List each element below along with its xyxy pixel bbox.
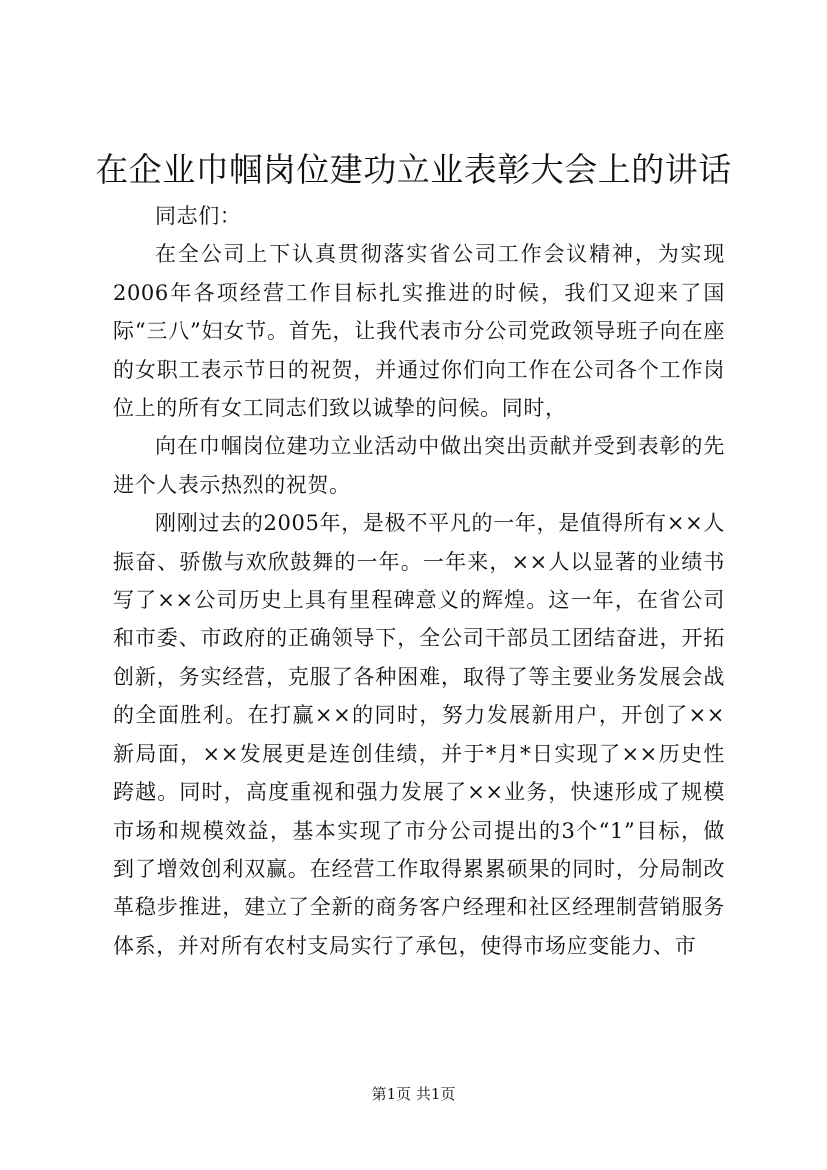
document-title: 在企业巾帼岗位建功立业表彰大会上的讲话 [95,150,732,189]
paragraph-3: 刚刚过去的2005年，是极不平凡的一年，是值得所有××人振奋、骄傲与欢欣鼓舞的一年。一年来，××人以显著的业绩书写了××公司历史上具有里程碑意义的辉煌。这一年，在省公司和市委、市政府的正确领导下，全公司干部员工团结奋进，开拓创新，务实经营，克服了各种困难，取得了等主要业务发展会战的全面胜利。在打赢××的同时，努力发展新用户，开创了××新局面，××发展更是连创佳绩，并于*月*日实现了××历史性跨越。同时，高度重视和强力发展了××业务，快速形成了规模市场和规模效益，基本实现了市分公司提出的3个“1”目标，做到了增效创利双赢。在经营工作取得累累硕果的同时，分局制改革稳步推进，建立了全新的商务客户经理和社区经理制营销服务体系，并对所有农村支局实行了承包，使得市场应变能力、市 [113,511,725,958]
paragraph-1: 在全公司上下认真贯彻落实省公司工作会议精神，为实现2006年各项经营工作目标扎实推进的时候，我们又迎来了国际“三八”妇女节。首先，让我代表市分公司党政领导班子向在座的女职工表示节日的祝贺，并通过你们向工作在公司各个工作岗位上的所有女工同志们致以诚挚的问候。同时， [113,242,725,421]
paragraph-2: 向在巾帼岗位建功立业活动中做出突出贡献并受到表彰的先进个人表示热烈的祝贺。 [113,434,725,497]
page-number: 第1页 共1页 [371,1085,456,1103]
document-body [113,197,725,965]
greeting: 同志们： [155,204,242,228]
